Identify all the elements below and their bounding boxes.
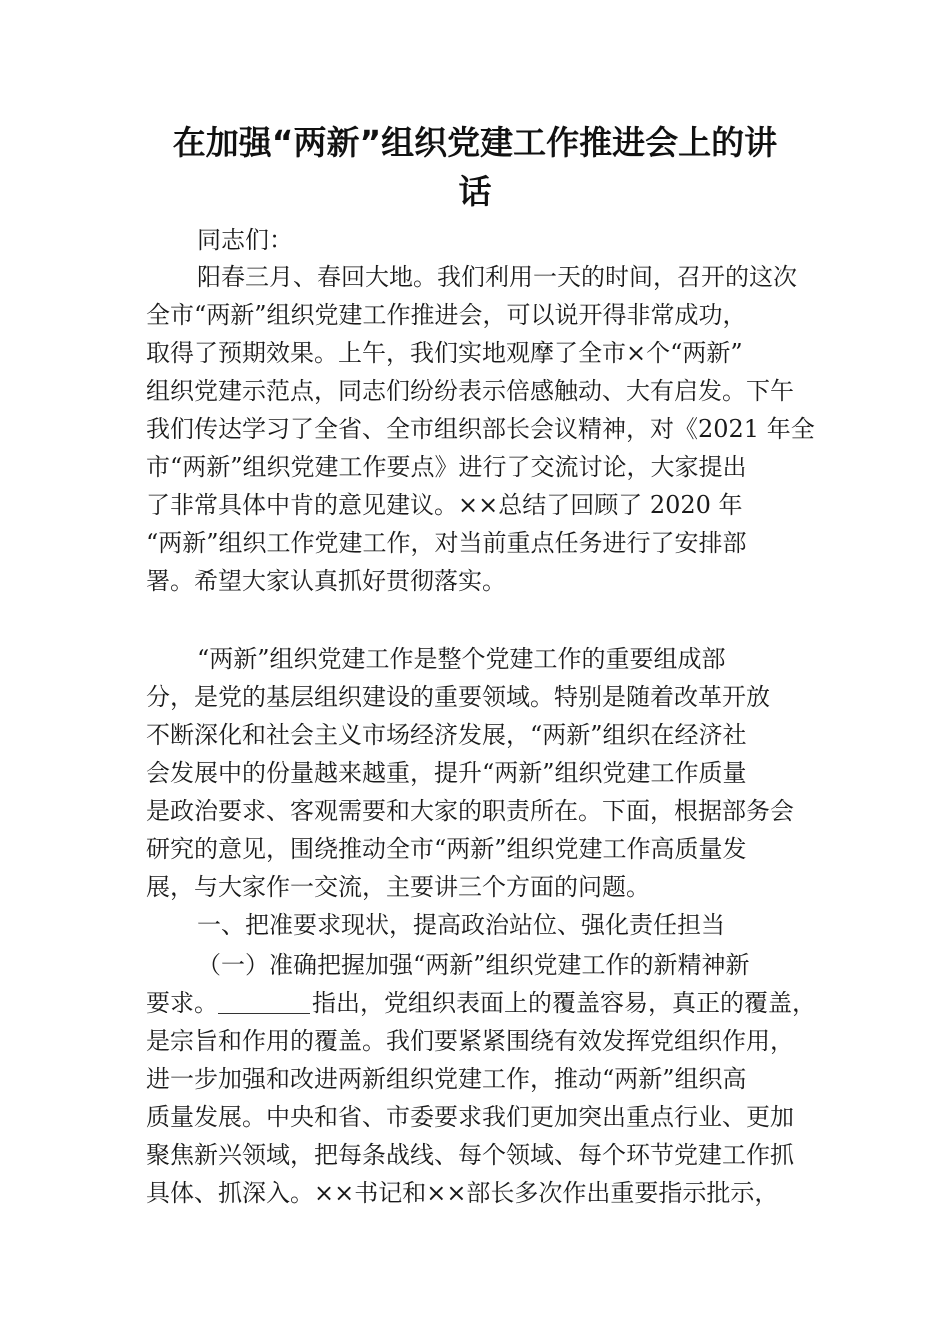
- paragraph-text: 会发展中的份量越来越重，提升“两新”组织党建工作质量: [146, 759, 747, 787]
- subsection-heading: （一）准确把握加强“两新”组织党建工作的新精神新: [197, 951, 750, 979]
- document-title-line-1: 在加强“两新”组织党建工作推进会上的讲: [172, 123, 778, 162]
- redacted-name-blank: [218, 991, 310, 1014]
- document-title-line-2: 话: [458, 172, 492, 211]
- subsection-text-prefix: 要求。: [146, 989, 218, 1017]
- paragraph-text: 组织党建示范点，同志们纷纷表示倍感触动、大有启发。下午: [146, 377, 794, 405]
- paragraph-text: 市“两新”组织党建工作要点》进行了交流讨论，大家提出: [146, 453, 747, 481]
- paragraph-text: “两新”组织工作党建工作，对当前重点任务进行了安排部: [146, 529, 747, 557]
- paragraph-text: 进一步加强和改进两新组织党建工作，推动“两新”组织高: [146, 1065, 747, 1093]
- subsection-text-suffix: 指出，党组织表面上的覆盖容易，真正的覆盖，: [312, 989, 816, 1017]
- paragraph-text: 全市“两新”组织党建工作推进会，可以说开得非常成功，: [146, 301, 747, 329]
- paragraph-text: 展，与大家作一交流，主要讲三个方面的问题。: [146, 873, 650, 901]
- paragraph-text: 了非常具体中肯的意见建议。××总结了回顾了 2020 年: [146, 491, 743, 519]
- paragraph-text: 分，是党的基层组织建设的重要领域。特别是随着改革开放: [146, 683, 770, 711]
- paragraph-text: 取得了预期效果。上午，我们实地观摩了全市×个“两新”: [146, 339, 743, 367]
- paragraph-text: 具体、抓深入。××书记和××部长多次作出重要指示批示，: [146, 1179, 779, 1207]
- paragraph-text: 署。希望大家认真抓好贯彻落实。: [146, 567, 506, 595]
- paragraph-text: 我们传达学习了全省、全市组织部长会议精神，对《2021 年全: [146, 415, 815, 443]
- paragraph-text: 聚焦新兴领域，把每条战线、每个领域、每个环节党建工作抓: [146, 1141, 794, 1169]
- salutation: 同志们：: [197, 226, 293, 254]
- paragraph-text: 不断深化和社会主义市场经济发展，“两新”组织在经济社: [146, 721, 747, 749]
- paragraph-text: 研究的意见，围绕推动全市“两新”组织党建工作高质量发: [146, 835, 747, 863]
- paragraph-text: 是政治要求、客观需要和大家的职责所在。下面，根据部务会: [146, 797, 794, 825]
- paragraph-text: 质量发展。中央和省、市委要求我们更加突出重点行业、更加: [146, 1103, 794, 1131]
- paragraph-text: 是宗旨和作用的覆盖。我们要紧紧围绕有效发挥党组织作用，: [146, 1027, 794, 1055]
- paragraph-text: “两新”组织党建工作是整个党建工作的重要组成部: [197, 645, 726, 673]
- section-heading: 一、把准要求现状，提高政治站位、强化责任担当: [197, 911, 725, 939]
- paragraph-text: 阳春三月、春回大地。我们利用一天的时间，召开的这次: [197, 263, 797, 291]
